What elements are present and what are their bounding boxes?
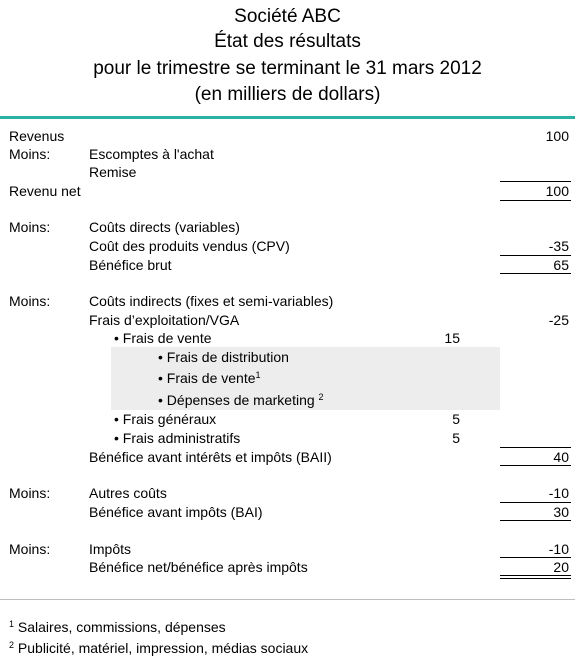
frais-generaux-value: 5	[452, 411, 460, 427]
impots-value: -10	[548, 541, 569, 557]
benefice-net-label: Bénéfice net/bénéfice après impôts	[89, 559, 308, 575]
footnote-ref-2: 2	[318, 392, 324, 402]
cpv-label: Coût des produits vendus (CPV)	[89, 238, 290, 254]
underline	[500, 502, 571, 503]
moins-label: Moins:	[9, 541, 51, 557]
depenses-marketing-label: • Dépenses de marketing $^2$	[158, 392, 324, 408]
benefice-brut-label: Bénéfice brut	[89, 257, 172, 273]
bai-value: 30	[553, 504, 569, 520]
underline	[500, 557, 571, 558]
statement-period: pour le trimestre se terminant le 31 mars 2012	[93, 58, 482, 79]
escomptes-label: Escomptes à l'achat	[89, 146, 214, 162]
frais-vente-label: • Frais de vente	[114, 330, 212, 346]
frais-admin-label: • Frais administratifs	[114, 430, 241, 446]
couts-directs-label: Coûts directs (variables)	[89, 219, 240, 235]
underline	[500, 181, 571, 182]
underline	[500, 520, 571, 521]
moins-label: Moins:	[9, 219, 51, 235]
baii-value: 40	[553, 449, 569, 465]
footnote-2: $^2$ Publicité, matériel, impression, médias sociaux	[9, 640, 309, 656]
underline	[500, 273, 571, 274]
couts-indirects-label: Coûts indirects (fixes et semi-variables)	[89, 293, 334, 309]
revenus-label: Revenus	[9, 128, 65, 144]
footnote-ref-1: 1	[255, 370, 261, 380]
cpv-value: -35	[548, 238, 569, 254]
underline	[500, 465, 571, 466]
benefice-brut-value: 65	[553, 257, 569, 273]
impots-label: Impôts	[89, 541, 132, 557]
footnote-1: $^1$ Salaires, commissions, dépenses	[9, 619, 226, 635]
top-accent-rule	[0, 116, 575, 119]
underline	[500, 255, 571, 256]
frais-exploitation-label: Frais d’exploitation/VGA	[89, 312, 240, 328]
frais-generaux-label: • Frais généraux	[114, 411, 217, 427]
moins-label: Moins:	[9, 293, 51, 309]
frais-vente-sub-label: • Frais de vente$^1$	[158, 370, 261, 386]
benefice-net-value: 20	[553, 559, 569, 575]
underline	[500, 447, 571, 448]
autres-couts-label: Autres coûts	[89, 485, 167, 501]
underline	[500, 200, 571, 201]
frais-vente-value: 15	[444, 330, 460, 346]
baii-label: Bénéfice avant intérêts et impôts (BAII)	[89, 449, 332, 465]
frais-exploitation-value: -25	[548, 312, 569, 328]
bottom-rule	[0, 599, 575, 600]
company-name: Société ABC	[234, 6, 341, 27]
revenus-value: 100	[545, 128, 569, 144]
double-underline	[500, 575, 571, 576]
moins-label: Moins:	[9, 146, 51, 162]
double-underline	[500, 578, 571, 579]
bai-label: Bénéfice avant impôts (BAI)	[89, 504, 263, 520]
revenu-net-value: 100	[545, 183, 569, 199]
autres-couts-value: -10	[548, 485, 569, 501]
statement-title: État des résultats	[214, 31, 361, 52]
revenu-net-label: Revenu net	[9, 183, 81, 199]
frais-admin-value: 5	[452, 430, 460, 446]
statement-units: (en milliers de dollars)	[194, 84, 381, 105]
frais-distribution-label: • Frais de distribution	[158, 349, 289, 365]
moins-label: Moins:	[9, 485, 51, 501]
remise-label: Remise	[89, 164, 137, 180]
